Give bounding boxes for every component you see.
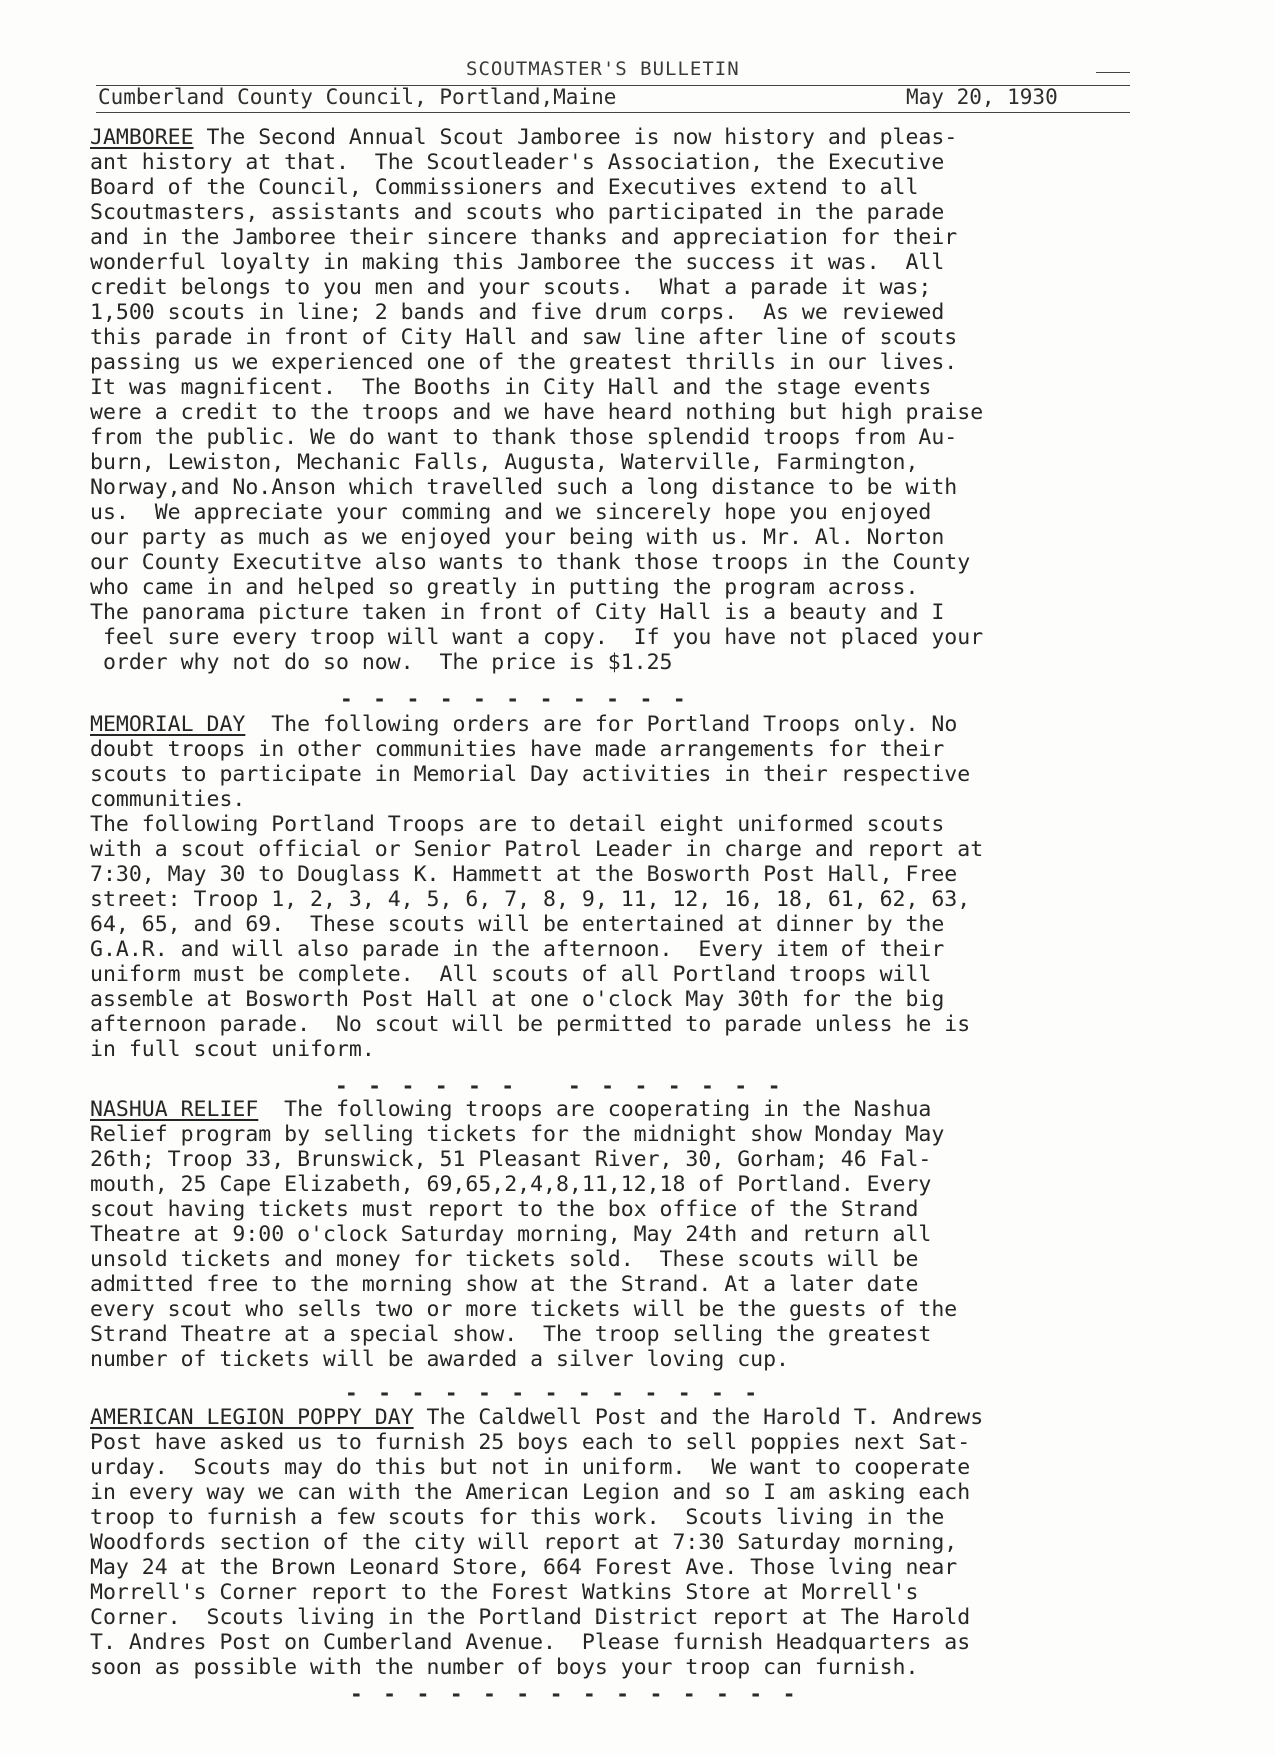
paragraph-line: G.A.R. and will also parade in the afternoon. Every item of their (90, 937, 945, 962)
paragraph-line: credit belongs to you men and your scouts. What a parade it was; (90, 275, 932, 300)
paragraph-line: communities. (90, 787, 246, 812)
paragraph-line: us. We appreciate your comming and we sincerely hope you enjoyed (90, 500, 932, 525)
paragraph-line: The following Portland Troops are to detail eight uniformed scouts (90, 812, 945, 837)
paragraph-line: who came in and helped so greatly in putting the program across. (90, 575, 919, 600)
paragraph-line: 64, 65, and 69. These scouts will be entertained at dinner by the (90, 912, 945, 937)
bulletin-title: SCOUTMASTER'S BULLETIN (466, 58, 740, 80)
section-separator: - - - - - - - - - - - - - (335, 1074, 785, 1098)
section-memorial-day (90, 712, 1160, 1062)
paragraph-line: 7:30, May 30 to Douglass K. Hammett at the Bosworth Post Hall, Free (90, 862, 958, 887)
paragraph-line: Scoutmasters, assistants and scouts who participated in the parade (90, 200, 945, 225)
section-separator: - - - - - - - - - - - - - (345, 1381, 762, 1405)
paragraph-line: troop to furnish a few scouts for this work. Scouts living in the (90, 1505, 945, 1530)
paragraph-line: assemble at Bosworth Post Hall at one o'clock May 30th for the big (90, 987, 945, 1012)
paragraph-line (90, 1405, 1160, 1430)
paragraph-line: Relief program by selling tickets for the midnight show Monday May (90, 1122, 945, 1147)
section-heading: JAMBOREE (90, 125, 194, 150)
paragraph-line: in full scout uniform. (90, 1037, 375, 1062)
paragraph-line: in every way we can with the American Legion and so I am asking each (90, 1480, 971, 1505)
paragraph-line: Woodfords section of the city will report at 7:30 Saturday morning, (90, 1530, 958, 1555)
paragraph-line: passing us we experienced one of the greatest thrills in our lives. (90, 350, 958, 375)
council-name: Cumberland County Council, Portland,Maine (98, 85, 617, 109)
paragraph-line: Morrell's Corner report to the Forest Watkins Store at Morrell's (90, 1580, 919, 1605)
header-dash (1096, 72, 1130, 73)
section-poppy-day (90, 1405, 1160, 1680)
paragraph-line: unsold tickets and money for tickets sold. These scouts will be (90, 1247, 919, 1272)
paragraph-line: ant history at that. The Scoutleader's Association, the Executive (90, 150, 945, 175)
paragraph-line: urday. Scouts may do this but not in uniform. We want to cooperate (90, 1455, 971, 1480)
section-separator: - - - - - - - - - - - (340, 687, 690, 711)
paragraph-line: this parade in front of City Hall and saw line after line of scouts (90, 325, 958, 350)
section-jamboree (90, 125, 1160, 675)
paragraph-line: afternoon parade. No scout will be permitted to parade unless he is (90, 1012, 971, 1037)
paragraph-line: and in the Jamboree their sincere thanks and appreciation for their (90, 225, 958, 250)
paragraph-line: It was magnificent. The Booths in City Hall and the stage events (90, 375, 932, 400)
paragraph-line: our County Executitve also wants to thank those troops in the County (90, 550, 971, 575)
header-rule-bottom (96, 112, 1130, 113)
paragraph-line: our party as much as we enjoyed your being with us. Mr. Al. Norton (90, 525, 945, 550)
paragraph-line: mouth, 25 Cape Elizabeth, 69,65,2,4,8,11,12,18 of Portland. Every (90, 1172, 932, 1197)
paragraph-line: scouts to participate in Memorial Day activities in their respective (90, 762, 971, 787)
bulletin-date: May 20, 1930 (906, 85, 1058, 109)
paragraph-line: scout having tickets must report to the box office of the Strand (90, 1197, 919, 1222)
paragraph-line: T. Andres Post on Cumberland Avenue. Please furnish Headquarters as (90, 1630, 971, 1655)
paragraph-line (90, 1097, 1160, 1122)
paragraph-line: were a credit to the troops and we have heard nothing but high praise (90, 400, 984, 425)
paragraph-line: doubt troops in other communities have made arrangements for their (90, 737, 945, 762)
paragraph-line: street: Troop 1, 2, 3, 4, 5, 6, 7, 8, 9, 11, 12, 16, 18, 61, 62, 63, (90, 887, 971, 912)
paragraph-line: The panorama picture taken in front of City Hall is a beauty and I (90, 600, 945, 625)
paragraph-line: 26th; Troop 33, Brunswick, 51 Pleasant River, 30, Gorham; 46 Fal- (90, 1147, 932, 1172)
paragraph-line: Post have asked us to furnish 25 boys each to sell poppies next Sat- (90, 1430, 971, 1455)
paragraph-line: Board of the Council, Commissioners and Executives extend to all (90, 175, 919, 200)
heading-line-text: The Second Annual Scout Jamboree is now history and pleas- (193, 125, 958, 150)
section-nashua-relief (90, 1097, 1160, 1372)
paragraph-line: feel sure every troop will want a copy. If you have not placed your (90, 625, 984, 650)
section-heading: NASHUA RELIEF (90, 1097, 259, 1122)
heading-line-text: The following troops are cooperating in the Nashua (258, 1097, 932, 1122)
paragraph-line: number of tickets will be awarded a silver loving cup. (90, 1347, 789, 1372)
paragraph-line (90, 125, 1160, 150)
paragraph-line: with a scout official or Senior Patrol Leader in charge and report at (90, 837, 984, 862)
paragraph-line: every scout who sells two or more tickets will be the guests of the (90, 1297, 958, 1322)
paragraph-line: admitted free to the morning show at the Strand. At a later date (90, 1272, 919, 1297)
paragraph-line: Strand Theatre at a special show. The troop selling the greatest (90, 1322, 932, 1347)
paragraph-line: wonderful loyalty in making this Jamboree the success it was. All (90, 250, 945, 275)
heading-line-text: The Caldwell Post and the Harold T. Andrews (413, 1405, 984, 1430)
paragraph-line (90, 712, 1160, 737)
paragraph-line: order why not do so now. The price is $1.25 (90, 650, 673, 675)
paragraph-line: Norway,and No.Anson which travelled such a long distance to be with (90, 475, 958, 500)
paragraph-line: soon as possible with the number of boys your troop can furnish. (90, 1655, 919, 1680)
heading-line-text: The following orders are for Portland Troops only. No (245, 712, 958, 737)
section-heading: AMERICAN LEGION POPPY DAY (90, 1405, 414, 1430)
section-heading: MEMORIAL DAY (90, 712, 246, 737)
paragraph-line: Corner. Scouts living in the Portland District report at The Harold (90, 1605, 971, 1630)
paragraph-line: from the public. We do want to thank those splendid troops from Au- (90, 425, 958, 450)
paragraph-line: 1,500 scouts in line; 2 bands and five drum corps. As we reviewed (90, 300, 945, 325)
paragraph-line: uniform must be complete. All scouts of all Portland troops will (90, 962, 932, 987)
paragraph-line: burn, Lewiston, Mechanic Falls, Augusta, Waterville, Farmington, (90, 450, 919, 475)
section-separator: - - - - - - - - - - - - - - (350, 1682, 800, 1706)
paragraph-line: Theatre at 9:00 o'clock Saturday morning, May 24th and return all (90, 1222, 932, 1247)
paragraph-line: May 24 at the Brown Leonard Store, 664 Forest Ave. Those lving near (90, 1555, 958, 1580)
